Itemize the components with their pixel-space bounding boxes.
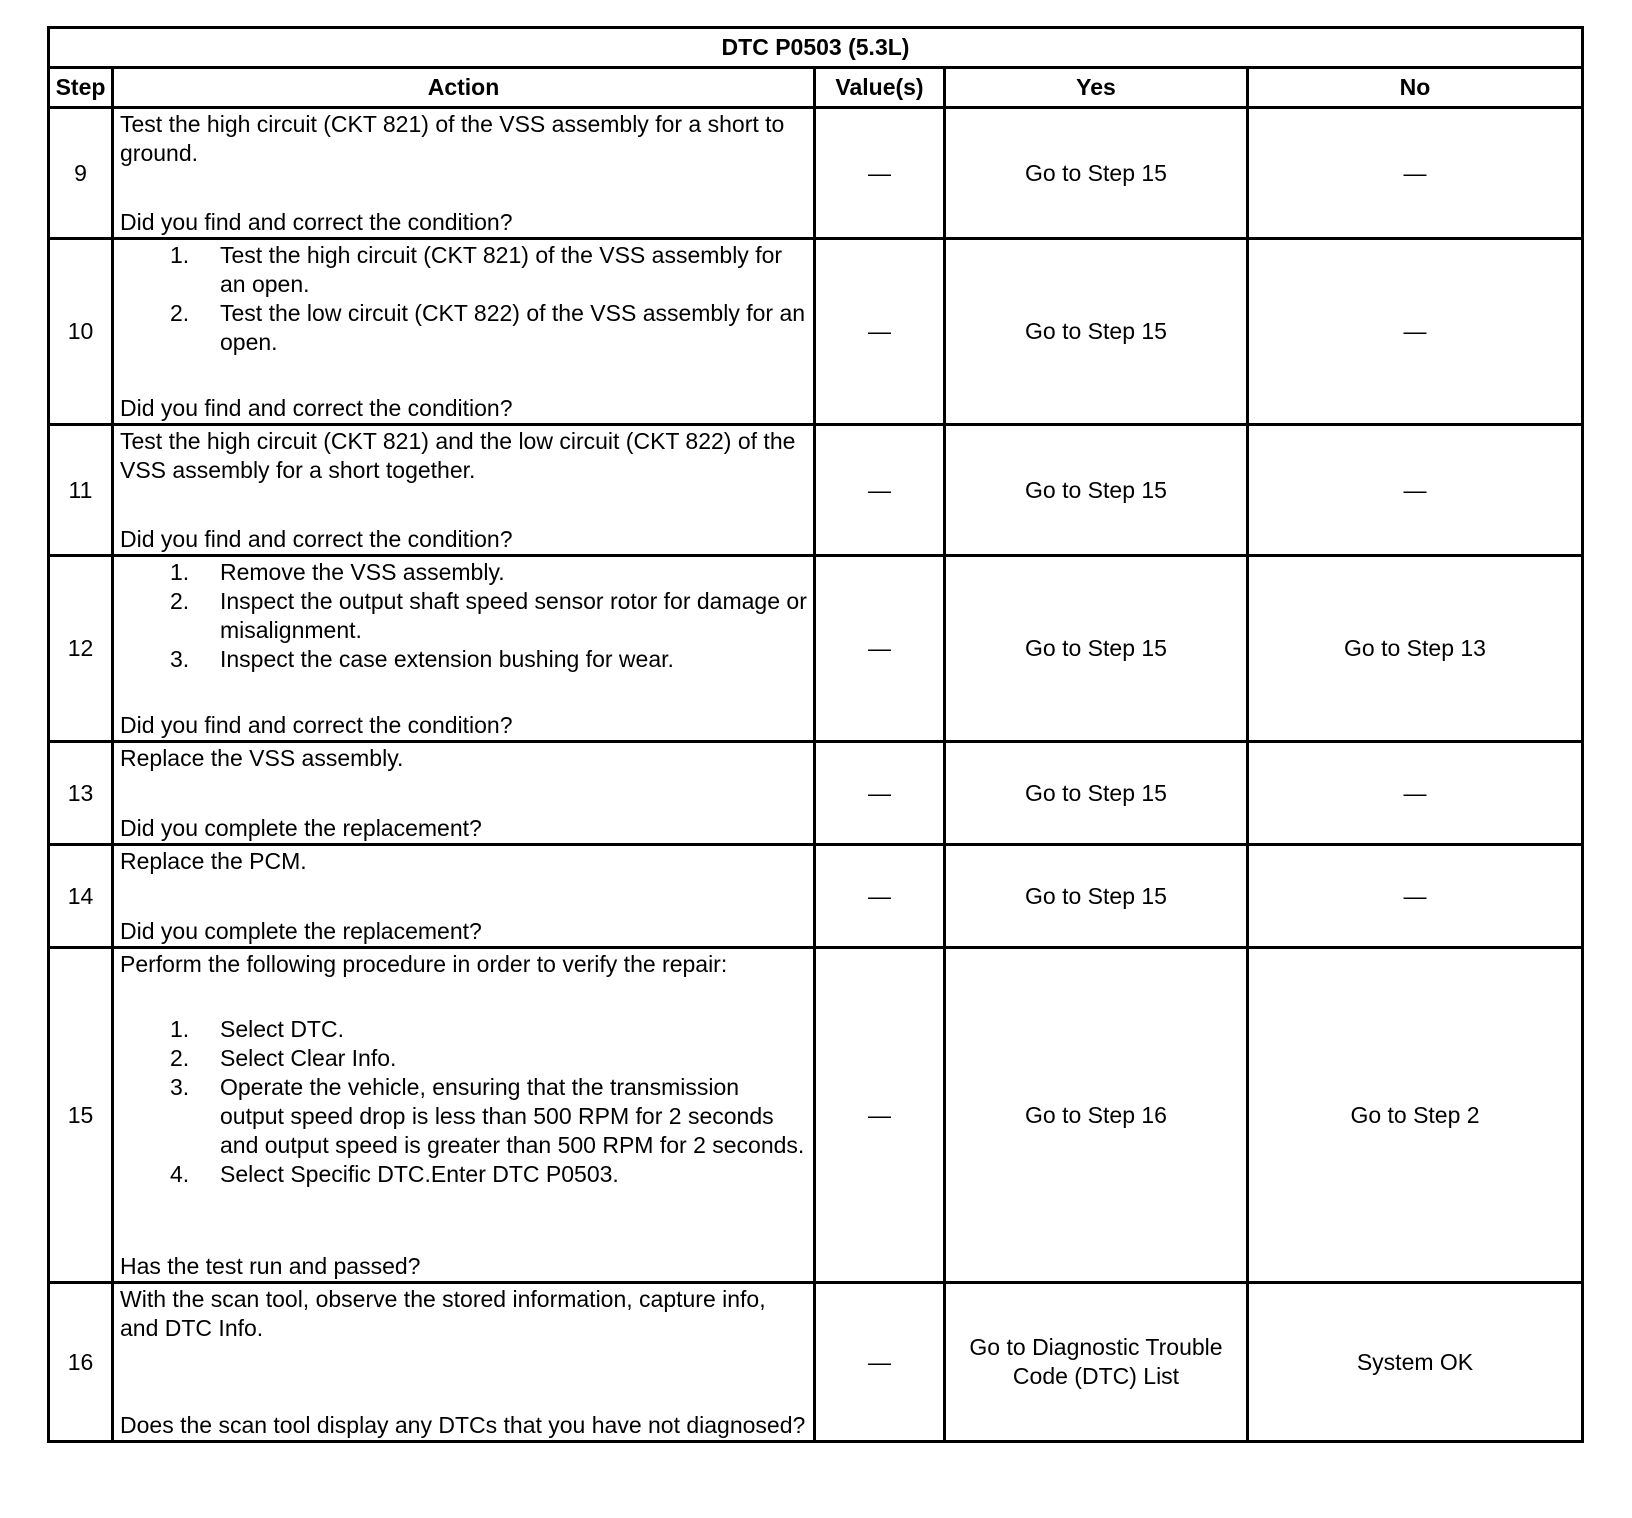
- yes-cell: Go to Step 15: [945, 845, 1248, 948]
- list-item: [120, 587, 807, 645]
- header-row: [49, 68, 1583, 108]
- list-item-text: Inspect the case extension bushing for wear.: [220, 645, 674, 672]
- no-cell: —: [1248, 108, 1583, 239]
- list-item-number: 3.: [170, 1073, 190, 1100]
- list-item: [120, 1015, 807, 1044]
- table-row: [49, 948, 1583, 1283]
- action-question: Does the scan tool display any DTCs that you have not diagnosed?: [120, 1411, 806, 1438]
- list-item-number: 2.: [170, 587, 190, 614]
- yes-cell: Go to Step 15: [945, 742, 1248, 845]
- header-step: Step: [49, 68, 113, 108]
- table-row: [49, 556, 1583, 742]
- list-item: [120, 1160, 807, 1189]
- list-item-text: Select DTC.: [220, 1015, 344, 1042]
- header-action: Action: [113, 68, 815, 108]
- yes-cell: Go to Step 16: [945, 948, 1248, 1283]
- values-cell: —: [815, 239, 945, 425]
- action-instruction: Perform the following procedure in order to verify the repair:: [120, 950, 728, 977]
- values-cell: —: [815, 425, 945, 556]
- step-number: 12: [49, 556, 113, 742]
- list-item-text: Test the low circuit (CKT 822) of the VSS assembly for an open.: [220, 299, 806, 355]
- list-item-text: Select Specific DTC.Enter DTC P0503.: [220, 1160, 619, 1187]
- values-cell: —: [815, 556, 945, 742]
- list-item: [120, 1044, 807, 1073]
- table-row: [49, 845, 1583, 948]
- table-row: [49, 425, 1583, 556]
- action-cell: [113, 742, 815, 845]
- list-item: [120, 241, 807, 299]
- action-question: Did you complete the replacement?: [120, 814, 482, 841]
- step-number: 13: [49, 742, 113, 845]
- table-row: [49, 108, 1583, 239]
- list-item: [120, 1073, 807, 1160]
- list-item-text: Remove the VSS assembly.: [220, 558, 505, 585]
- table-row: [49, 1283, 1583, 1442]
- list-item-text: Operate the vehicle, ensuring that the transmission output speed drop is less than 500 RPM for 2 seconds and output speed is greater than 500 RPM for 2 seconds.: [220, 1073, 805, 1158]
- action-cell: [113, 239, 815, 425]
- list-item: [120, 299, 807, 357]
- action-instruction: With the scan tool, observe the stored information, capture info, and DTC Info.: [120, 1285, 766, 1341]
- title-row: [49, 28, 1583, 68]
- list-item-text: Inspect the output shaft speed sensor rotor for damage or misalignment.: [220, 587, 807, 643]
- dtc-table: [47, 26, 1584, 1443]
- yes-cell: Go to Step 15: [945, 108, 1248, 239]
- step-number: 16: [49, 1283, 113, 1442]
- action-cell: [113, 108, 815, 239]
- list-item-number: 1.: [170, 1015, 190, 1042]
- no-cell: —: [1248, 845, 1583, 948]
- no-cell: —: [1248, 239, 1583, 425]
- action-cell: [113, 845, 815, 948]
- procedure-list: [120, 241, 807, 357]
- action-instruction: Replace the VSS assembly.: [120, 744, 404, 771]
- list-item-text: Test the high circuit (CKT 821) of the VSS assembly for an open.: [220, 241, 783, 297]
- values-cell: —: [815, 845, 945, 948]
- yes-cell: Go to Step 15: [945, 425, 1248, 556]
- action-question: Did you find and correct the condition?: [120, 394, 513, 421]
- action-question: Has the test run and passed?: [120, 1252, 421, 1279]
- action-instruction: Test the high circuit (CKT 821) of the VSS assembly for a short to ground.: [120, 110, 785, 166]
- action-instruction: Test the high circuit (CKT 821) and the low circuit (CKT 822) of the VSS assembly for a short together.: [120, 427, 796, 483]
- action-cell: [113, 948, 815, 1283]
- step-number: 14: [49, 845, 113, 948]
- no-cell: —: [1248, 425, 1583, 556]
- action-question: Did you find and correct the condition?: [120, 208, 513, 235]
- list-item-number: 1.: [170, 241, 190, 268]
- table-title: DTC P0503 (5.3L): [49, 28, 1583, 68]
- procedure-list: [120, 558, 807, 674]
- no-cell: Go to Step 13: [1248, 556, 1583, 742]
- list-item: [120, 645, 807, 674]
- list-item-number: 2.: [170, 1044, 190, 1071]
- list-item-number: 3.: [170, 645, 190, 672]
- list-item-number: 2.: [170, 299, 190, 326]
- step-number: 15: [49, 948, 113, 1283]
- yes-cell: Go to Step 15: [945, 556, 1248, 742]
- list-item-number: 4.: [170, 1160, 190, 1187]
- action-instruction: Replace the PCM.: [120, 847, 307, 874]
- action-cell: [113, 425, 815, 556]
- action-cell: [113, 1283, 815, 1442]
- list-item: [120, 558, 807, 587]
- action-question: Did you find and correct the condition?: [120, 525, 513, 552]
- action-cell: [113, 556, 815, 742]
- list-item-number: 1.: [170, 558, 190, 585]
- no-cell: —: [1248, 742, 1583, 845]
- header-no: No: [1248, 68, 1583, 108]
- action-question: Did you find and correct the condition?: [120, 711, 513, 738]
- header-values: Value(s): [815, 68, 945, 108]
- step-number: 11: [49, 425, 113, 556]
- values-cell: —: [815, 1283, 945, 1442]
- table-row: [49, 239, 1583, 425]
- values-cell: —: [815, 742, 945, 845]
- step-number: 9: [49, 108, 113, 239]
- values-cell: —: [815, 948, 945, 1283]
- action-question: Did you complete the replacement?: [120, 917, 482, 944]
- yes-cell: Go to Diagnostic Trouble Code (DTC) List: [945, 1283, 1248, 1442]
- yes-cell: Go to Step 15: [945, 239, 1248, 425]
- no-cell: Go to Step 2: [1248, 948, 1583, 1283]
- header-yes: Yes: [945, 68, 1248, 108]
- list-item-text: Select Clear Info.: [220, 1044, 397, 1071]
- step-number: 10: [49, 239, 113, 425]
- values-cell: —: [815, 108, 945, 239]
- table-row: [49, 742, 1583, 845]
- no-cell: System OK: [1248, 1283, 1583, 1442]
- procedure-list: [120, 1015, 807, 1189]
